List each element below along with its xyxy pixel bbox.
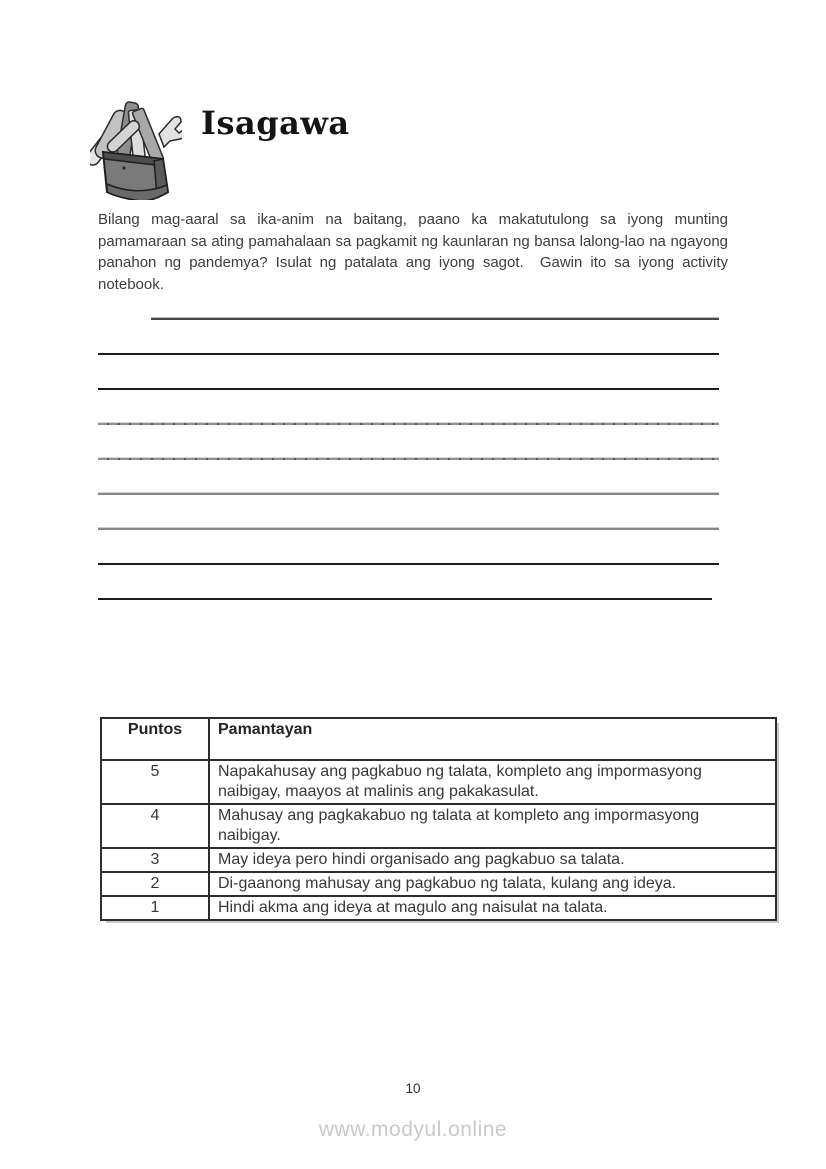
- rubric-header-puntos: Puntos: [101, 718, 209, 760]
- answer-lines-block: [98, 317, 719, 632]
- rubric-row: [101, 872, 776, 896]
- rubric-score: 2: [101, 872, 209, 896]
- rubric-row: [101, 760, 776, 804]
- instructions-paragraph: Bilang mag-aaral sa ika-anim na baitang, paano ka makatutulong sa iyong munting pamamaraan sa ating pamahalaan sa pagkamit ng kaunlaran ng bansa lalong-lao na ngayong panahon ng pandemya? Isulat ng patalata ang iyong sagot. Gawin ito sa iyong activity notebook.: [98, 211, 733, 293]
- answer-line: [98, 457, 719, 460]
- rubric-criteria: Mahusay ang pagkakabuo ng talata at kompleto ang impormasyong naibigay.: [209, 804, 776, 848]
- toolbox-icon: [90, 98, 182, 200]
- rubric-criteria: Di-gaanong mahusay ang pagkabuo ng talata, kulang ang ideya.: [209, 872, 776, 896]
- rubric-score: 5: [101, 760, 209, 804]
- watermark-text: www.modyul.online: [318, 1118, 508, 1141]
- rubric-criteria: Napakahusay ang pagkabuo ng talata, kompleto ang impormasyong naibigay, maayos at malinis ang pakakasulat.: [209, 760, 776, 804]
- answer-line: [98, 352, 719, 355]
- answer-line: [98, 597, 712, 600]
- answer-line: [98, 562, 719, 565]
- answer-line: [98, 527, 719, 530]
- answer-line: [98, 387, 719, 390]
- rubric-score: 3: [101, 848, 209, 872]
- rubric-row: [101, 804, 776, 848]
- page-number: 10: [405, 1081, 421, 1096]
- rubric-criteria: May ideya pero hindi organisado ang pagkabuo sa talata.: [209, 848, 776, 872]
- answer-line: [98, 422, 719, 425]
- rubric-row: [101, 896, 776, 920]
- rubric-score: 4: [101, 804, 209, 848]
- answer-line: [151, 317, 719, 320]
- rubric-header-row: [101, 718, 776, 760]
- rubric-table: [100, 717, 777, 921]
- rubric-header-pamantayan: Pamantayan: [209, 718, 776, 760]
- rubric-row: [101, 848, 776, 872]
- rubric-criteria: Hindi akma ang ideya at magulo ang naisulat na talata.: [209, 896, 776, 920]
- section-title: Isagawa: [201, 104, 350, 142]
- answer-line: [98, 492, 719, 495]
- rubric-score: 1: [101, 896, 209, 920]
